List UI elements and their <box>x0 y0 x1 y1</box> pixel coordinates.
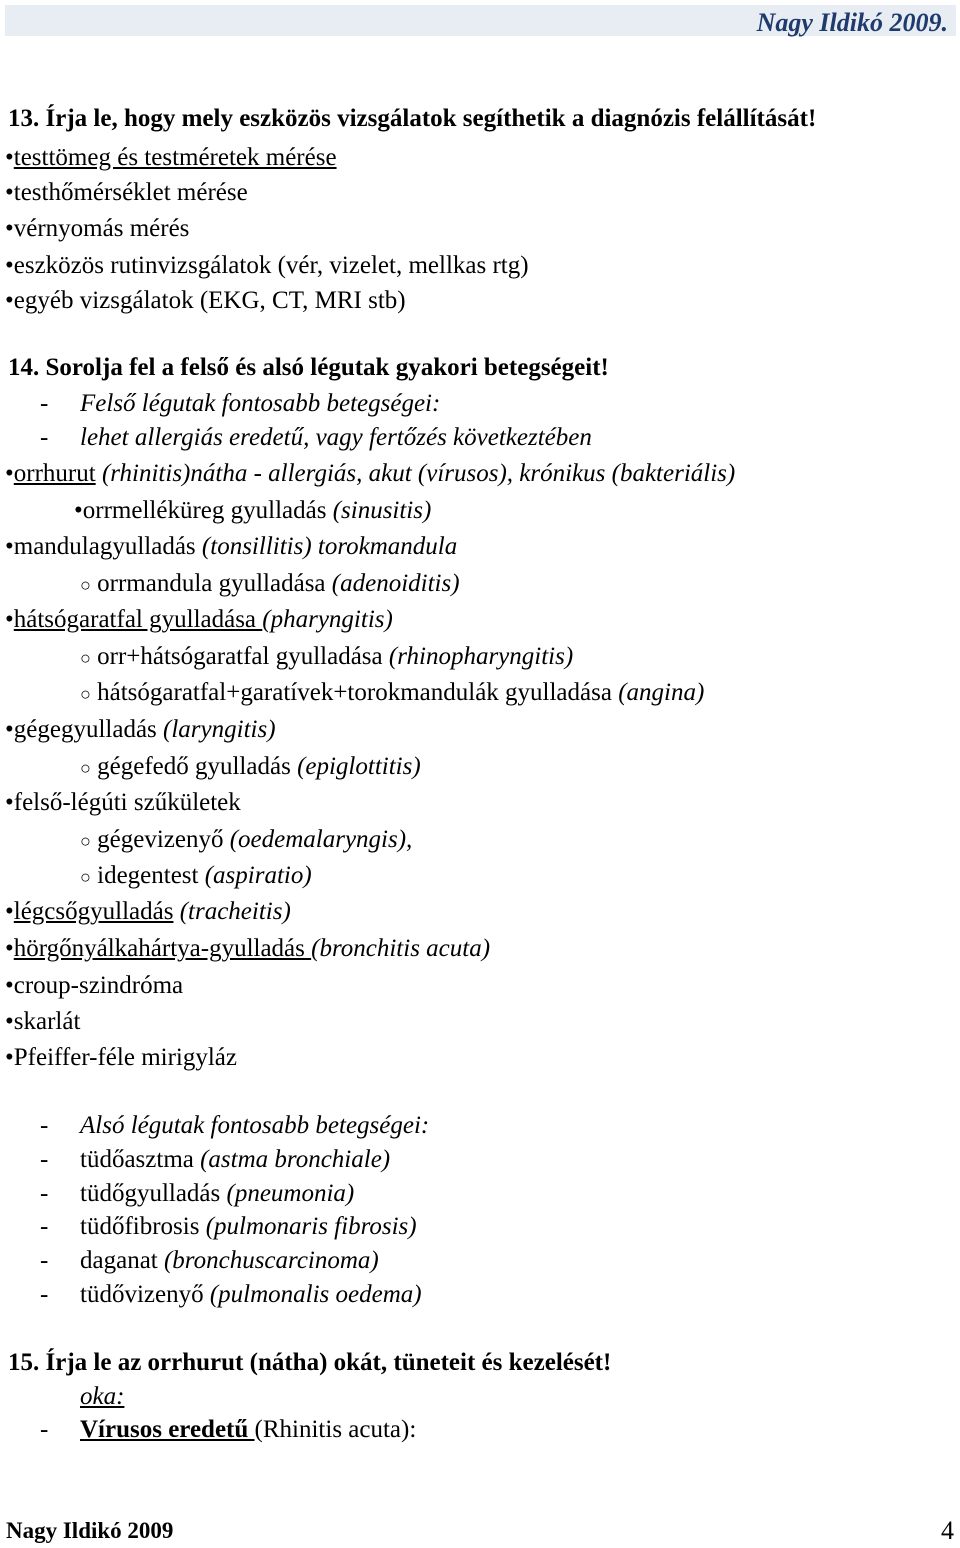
list-item: ○ orrmandula gyulladása (adenoiditis) <box>80 570 460 597</box>
circle-icon: ○ <box>80 684 91 704</box>
bullet-icon: • <box>74 497 83 524</box>
bullet-icon: • <box>5 606 14 633</box>
bullet-icon: • <box>5 144 14 171</box>
cause-label: oka: <box>80 1383 125 1410</box>
bullet-icon: • <box>5 287 14 314</box>
list-item: ○ hátsógaratfal+garatívek+torokmandulák gyulladása (angina) <box>80 679 705 706</box>
bullet-icon: • <box>5 972 14 999</box>
list-item: ○ idegentest (aspiratio) <box>80 862 312 889</box>
list-item: •orrmelléküreg gyulladás (sinusitis) <box>74 497 432 524</box>
bullet-icon: • <box>5 533 14 560</box>
q13-item: •egyéb vizsgálatok (EKG, CT, MRI stb) <box>5 287 406 314</box>
list-item: •skarlát <box>5 1008 81 1035</box>
list-item: •hátsógaratfal gyulladása (pharyngitis) <box>5 606 393 633</box>
list-item: ○ gégevizenyő (oedemalaryngis), <box>80 826 413 853</box>
list-item: ○ gégefedő gyulladás (epiglottitis) <box>80 753 421 780</box>
list-item: ○ orr+hátsógaratfal gyulladása (rhinopharyngitis) <box>80 643 574 670</box>
bullet-icon: • <box>5 898 14 925</box>
bullet-icon: • <box>5 215 14 242</box>
bullet-icon: • <box>5 460 14 487</box>
header-bar <box>5 5 956 36</box>
bullet-icon: • <box>5 789 14 816</box>
page-number: 4 <box>941 1516 954 1545</box>
list-item: •mandulagyulladás (tonsillitis) torokmandula <box>5 533 458 560</box>
circle-icon: ○ <box>80 758 91 778</box>
q14-title: 14. Sorolja fel a felső és alsó légutak gyakori betegségeit! <box>8 354 609 381</box>
circle-icon: ○ <box>80 867 91 887</box>
list-item: •croup-szindróma <box>5 972 184 999</box>
q13-item: •vérnyomás mérés <box>5 215 190 242</box>
bullet-icon: • <box>5 179 14 206</box>
q13-item: •testtömeg és testméretek mérése <box>5 144 337 171</box>
list-item: •felső-légúti szűkületek <box>5 789 241 816</box>
bullet-icon: • <box>5 1044 14 1071</box>
bullet-icon: • <box>5 935 14 962</box>
bullet-icon: • <box>5 252 14 279</box>
list-item: •légcsőgyulladás (tracheitis) <box>5 898 291 925</box>
q13-item: •eszközös rutinvizsgálatok (vér, vizelet, mellkas rtg) <box>5 252 529 279</box>
q13-item: •testhőmérséklet mérése <box>5 179 248 206</box>
q15-title: 15. Írja le az orrhurut (nátha) okát, tüneteit és kezelését! <box>8 1349 612 1376</box>
footer-author: Nagy Ildikó 2009 <box>6 1518 174 1543</box>
list-item: •hörgőnyálkahártya-gyulladás (bronchitis acuta) <box>5 935 491 962</box>
list-item: •Pfeiffer-féle mirigyláz <box>5 1044 237 1071</box>
bullet-icon: • <box>5 1008 14 1035</box>
bullet-icon: • <box>5 716 14 743</box>
q13-title: 13. Írja le, hogy mely eszközös vizsgálatok segíthetik a diagnózis felállítását! <box>8 105 817 132</box>
circle-icon: ○ <box>80 831 91 851</box>
circle-icon: ○ <box>80 648 91 668</box>
circle-icon: ○ <box>80 575 91 595</box>
list-item: •orrhurut (rhinitis)nátha - allergiás, akut (vírusos), krónikus (bakteriális) <box>5 460 736 487</box>
header-title: Nagy Ildikó 2009. <box>756 8 948 37</box>
list-item: •gégegyulladás (laryngitis) <box>5 716 276 743</box>
